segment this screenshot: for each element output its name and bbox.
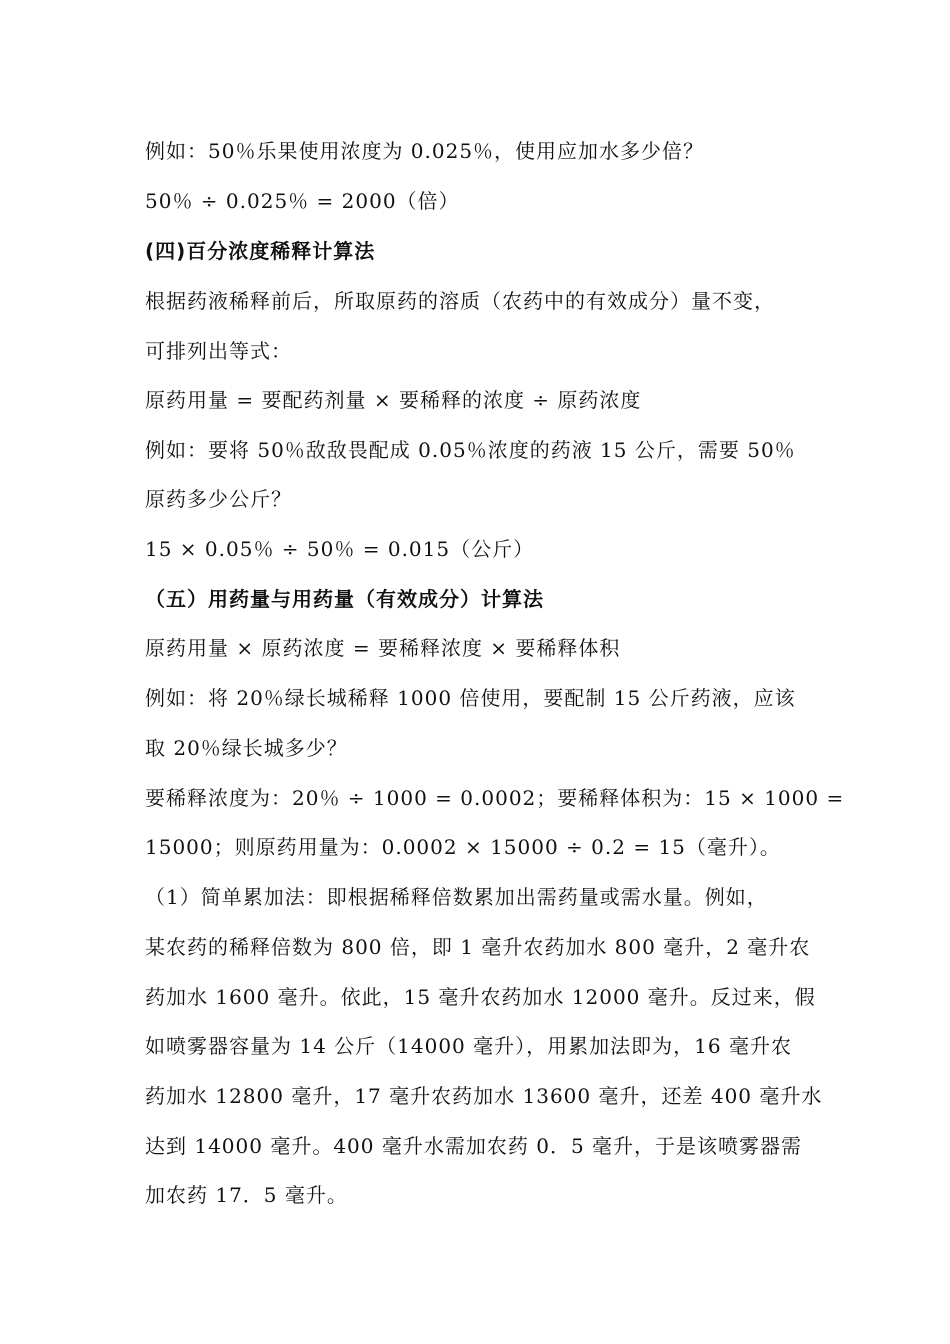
formula-line: 原药用量 × 原药浓度 = 要稀释浓度 × 要稀释体积 <box>145 636 621 660</box>
calculation-line: 15000；则原药用量为：0.0002 × 15000 ÷ 0.2 = 15（毫升）。 <box>145 835 781 859</box>
paragraph-line: 可排列出等式： <box>145 339 292 363</box>
paragraph-line: 达到 14000 毫升。400 毫升水需加农药 0．5 毫升，于是该喷雾器需 <box>145 1134 803 1158</box>
example-line: 例如：50％乐果使用浓度为 0.025％，使用应加水多少倍？ <box>145 139 705 163</box>
paragraph-line: 根据药液稀释前后，所取原药的溶质（农药中的有效成分）量不变， <box>145 289 775 313</box>
paragraph-line: 药加水 12800 毫升，17 毫升农药加水 13600 毫升，还差 400 毫升水 <box>145 1084 823 1108</box>
example-line: 原药多少公斤？ <box>145 487 292 511</box>
example-line: 例如：要将 50％敌敌畏配成 0.05％浓度的药液 15 公斤，需要 50％ <box>145 438 796 462</box>
paragraph-line: 加农药 17．5 毫升。 <box>145 1183 348 1207</box>
section-heading-4: (四)百分浓度稀释计算法 <box>145 239 376 263</box>
formula-line: 原药用量 = 要配药剂量 × 要稀释的浓度 ÷ 原药浓度 <box>145 388 642 412</box>
paragraph-line: 药加水 1600 毫升。依此，15 毫升农药加水 12000 毫升。反过来，假 <box>145 985 816 1009</box>
calculation-line: 要稀释浓度为：20％ ÷ 1000 = 0.0002；要稀释体积为：15 × 1000 = <box>145 786 845 810</box>
section-heading-5: （五）用药量与用药量（有效成分）计算法 <box>145 587 544 611</box>
example-line: 例如：将 20％绿长城稀释 1000 倍使用，要配制 15 公斤药液，应该 <box>145 686 796 710</box>
paragraph-line: 某农药的稀释倍数为 800 倍，即 1 毫升农药加水 800 毫升，2 毫升农 <box>145 935 811 959</box>
paragraph-line: 如喷雾器容量为 14 公斤（14000 毫升），用累加法即为，16 毫升农 <box>145 1034 792 1058</box>
example-line: 取 20％绿长城多少？ <box>145 736 348 760</box>
formula-line: 50％ ÷ 0.025％ = 2000（倍） <box>145 189 460 213</box>
paragraph-line: （1）简单累加法：即根据稀释倍数累加出需药量或需水量。例如， <box>145 885 768 909</box>
formula-line: 15 × 0.05％ ÷ 50％ = 0.015（公斤） <box>145 537 535 561</box>
